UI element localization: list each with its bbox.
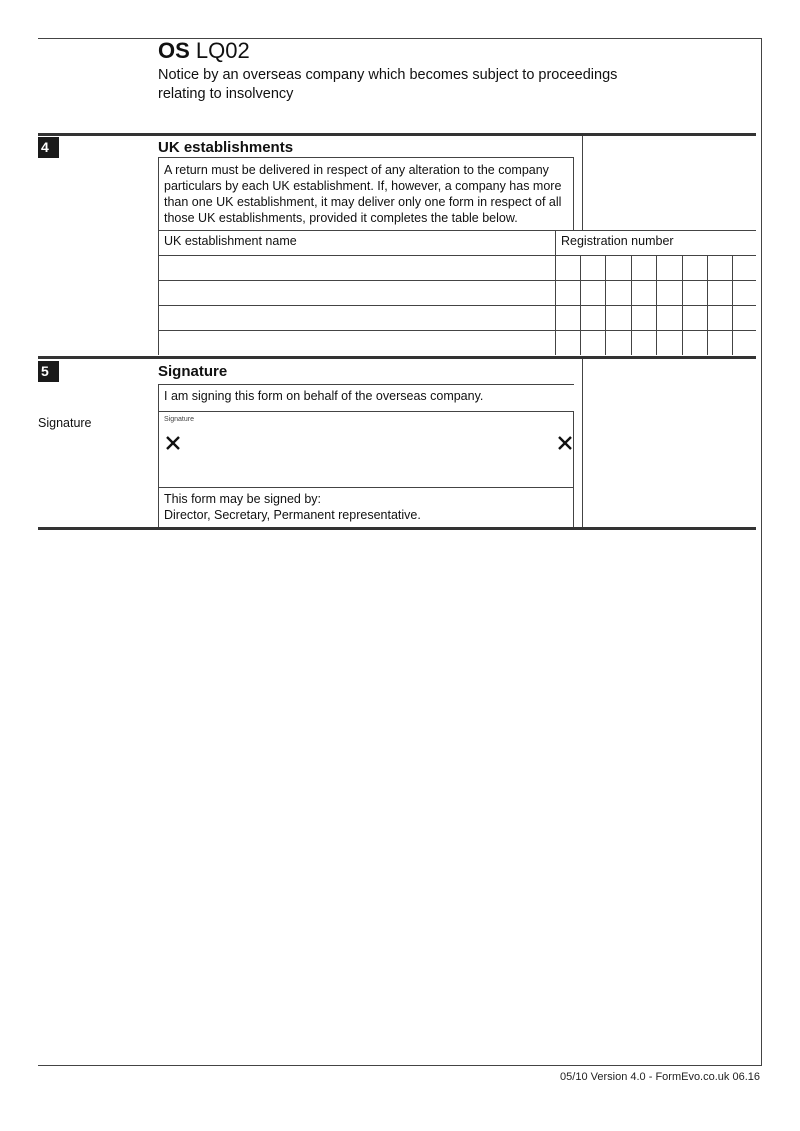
- section4-number: 4: [38, 137, 59, 158]
- section4-top-rule: [38, 133, 756, 136]
- registration-number-input[interactable]: [557, 332, 755, 354]
- table-row-line: [158, 305, 756, 306]
- section5-top-rule: [38, 356, 756, 359]
- table-left-rule: [158, 230, 159, 355]
- instructions-top-rule: [158, 157, 574, 158]
- table-row-line: [158, 255, 756, 256]
- table-row-line: [158, 280, 756, 281]
- bottom-rule: [38, 1065, 762, 1066]
- section5-number: 5: [38, 361, 59, 382]
- establishment-name-input[interactable]: [160, 257, 553, 279]
- statement-left-rule: [158, 384, 159, 527]
- section5-bottom-rule: [38, 527, 756, 530]
- section4-instructions: A return must be delivered in respect of any alteration to the company particulars by each UK establishment. If, however, a company has more than one UK establishment, it may deliver only one form in respect of all those UK establishments, provided it completes the table below.: [164, 163, 562, 225]
- footer-version: 05/10 Version 4.0 - FormEvo.co.uk 06.16: [560, 1071, 760, 1083]
- signed-by-right-rule: [573, 487, 574, 527]
- form-prefix: OS: [158, 38, 190, 63]
- signature-side-label: Signature: [38, 416, 92, 430]
- establishment-name-input[interactable]: [160, 307, 553, 329]
- registration-number-input[interactable]: [557, 282, 755, 304]
- signature-box-right: [573, 411, 574, 488]
- form-code: [158, 38, 250, 64]
- registration-number-input[interactable]: [557, 257, 755, 279]
- signature-box-top: [158, 411, 574, 412]
- signing-statement: I am signing this form on behalf of the overseas company.: [164, 389, 484, 403]
- signature-field[interactable]: [160, 413, 572, 487]
- signature-box-label: Signature: [164, 416, 194, 423]
- statement-top-rule: [158, 384, 574, 385]
- right-rule: [761, 38, 762, 1066]
- top-rule: [38, 38, 762, 39]
- col-divider: [555, 230, 556, 355]
- signed-by-top-rule: [158, 487, 574, 488]
- col-header-registration: Registration number: [561, 234, 674, 248]
- section5-title: Signature: [158, 363, 228, 380]
- table-row-line: [158, 330, 756, 331]
- section4-guidance-rule: [582, 136, 583, 230]
- signed-by-heading: This form may be signed by:: [164, 492, 322, 506]
- form-number: LQ02: [195, 38, 250, 63]
- signed-by-list: Director, Secretary, Permanent representative.: [164, 508, 421, 522]
- instructions-right-rule: [573, 157, 574, 230]
- establishment-name-input[interactable]: [160, 282, 553, 304]
- form-title: Notice by an overseas company which becomes subject to proceedings relating to insolvency: [158, 67, 618, 102]
- table-header-top: [158, 230, 756, 231]
- establishment-name-input[interactable]: [160, 332, 553, 354]
- col-header-name: UK establishment name: [164, 234, 297, 248]
- section5-guidance-rule: [582, 359, 583, 527]
- section4-title: UK establishments: [158, 139, 294, 156]
- instructions-left-rule: [158, 157, 159, 230]
- registration-number-input[interactable]: [557, 307, 755, 329]
